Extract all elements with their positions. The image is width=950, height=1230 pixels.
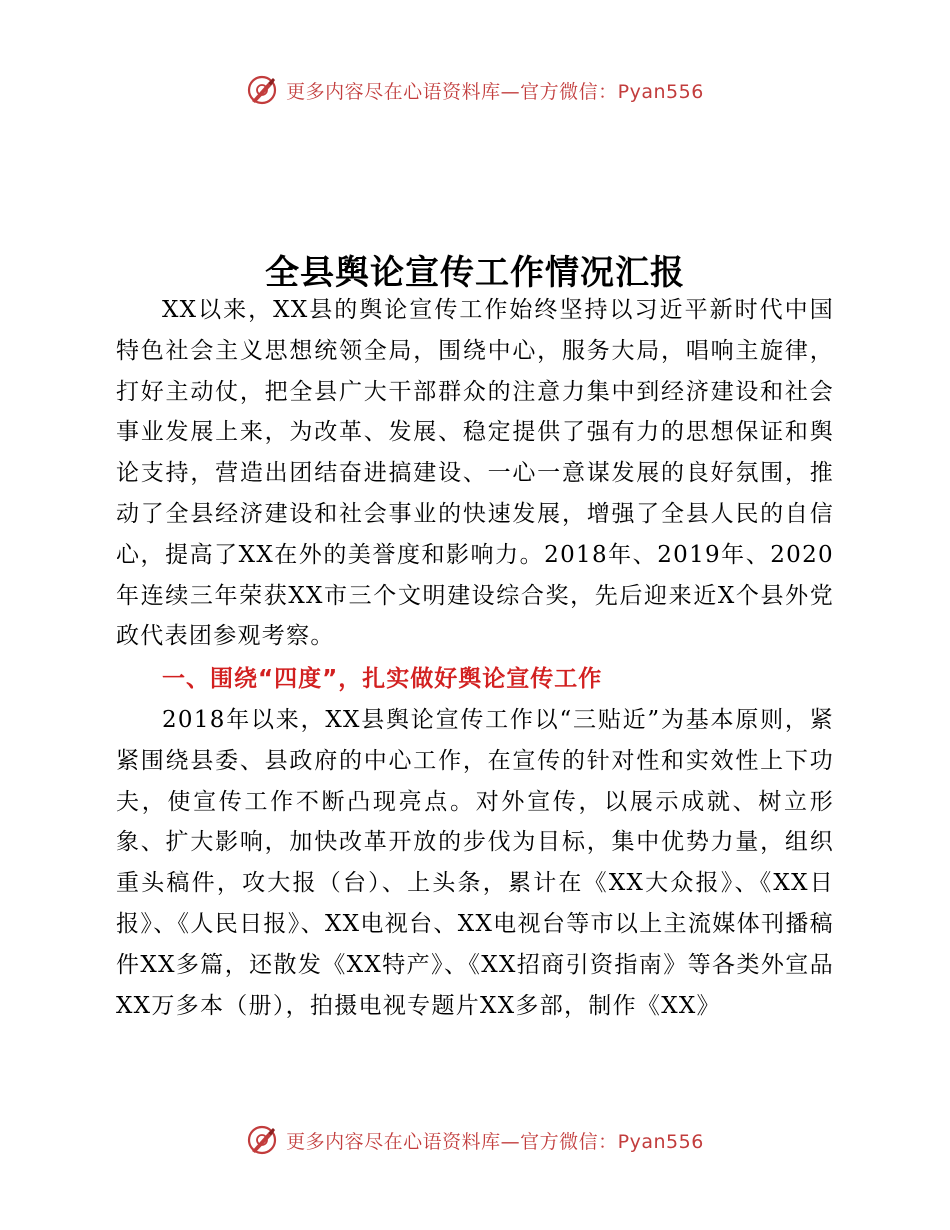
intro-paragraph: XX以来，XX县的舆论宣传工作始终坚持以习近平新时代中国特色社会主义思想统领全局，围绕中心，服务大局，唱响主旋律，打好主动仗，把全县广大干部群众的注意力集中到经济建设和社会事业发展上来，为改革、发展、稳定提供了强有力的思想保证和舆论支持，营造出团结奋进搞建设、一心一意谋发展的良好氛围，推动了全县经济建设和社会事业的快速发展，增强了全县人民的自信心，提高了XX在外的美誉度和影响力。2018年、2019年、2020年连续三年荣获XX市三个文明建设综合奖，先后迎来近X个县外党政代表团参观考察。 bbox=[116, 297, 834, 650]
pen-logo-icon bbox=[246, 74, 278, 106]
section-paragraph: 2018年以来，XX县舆论宣传工作以“三贴近”为基本原则，紧紧围绕县委、县政府的中心工作，在宣传的针对性和实效性上下功夫，使宣传工作不断凸现亮点。对外宣传，以展示成就、树立形象、扩大影响，加快改革开放的步伐为目标，集中优势力量，组织重头稿件，攻大报（台）、上头条，累计在《XX大众报》、《XX日报》、《人民日报》、XX电视台、XX电视台等市以上主流媒体刊播稿件XX多篇，还散发《XX特产》、《XX招商引资指南》等各类外宣品XX万多本（册），拍摄电视专题片XX多部，制作《XX》 bbox=[116, 706, 834, 1019]
footer-watermark bbox=[0, 1122, 950, 1158]
pen-logo-icon bbox=[246, 1124, 278, 1156]
header-watermark bbox=[0, 72, 950, 108]
document-body bbox=[116, 290, 834, 1026]
document-title: 全县舆论宣传工作情况汇报 bbox=[265, 252, 685, 293]
section-heading: 一、围绕“四度”，扎实做好舆论宣传工作 bbox=[162, 666, 603, 693]
header-watermark-text: 更多内容尽在心语资料库—官方微信：Pyan556 bbox=[286, 80, 704, 103]
footer-watermark-text: 更多内容尽在心语资料库—官方微信：Pyan556 bbox=[286, 1130, 704, 1153]
